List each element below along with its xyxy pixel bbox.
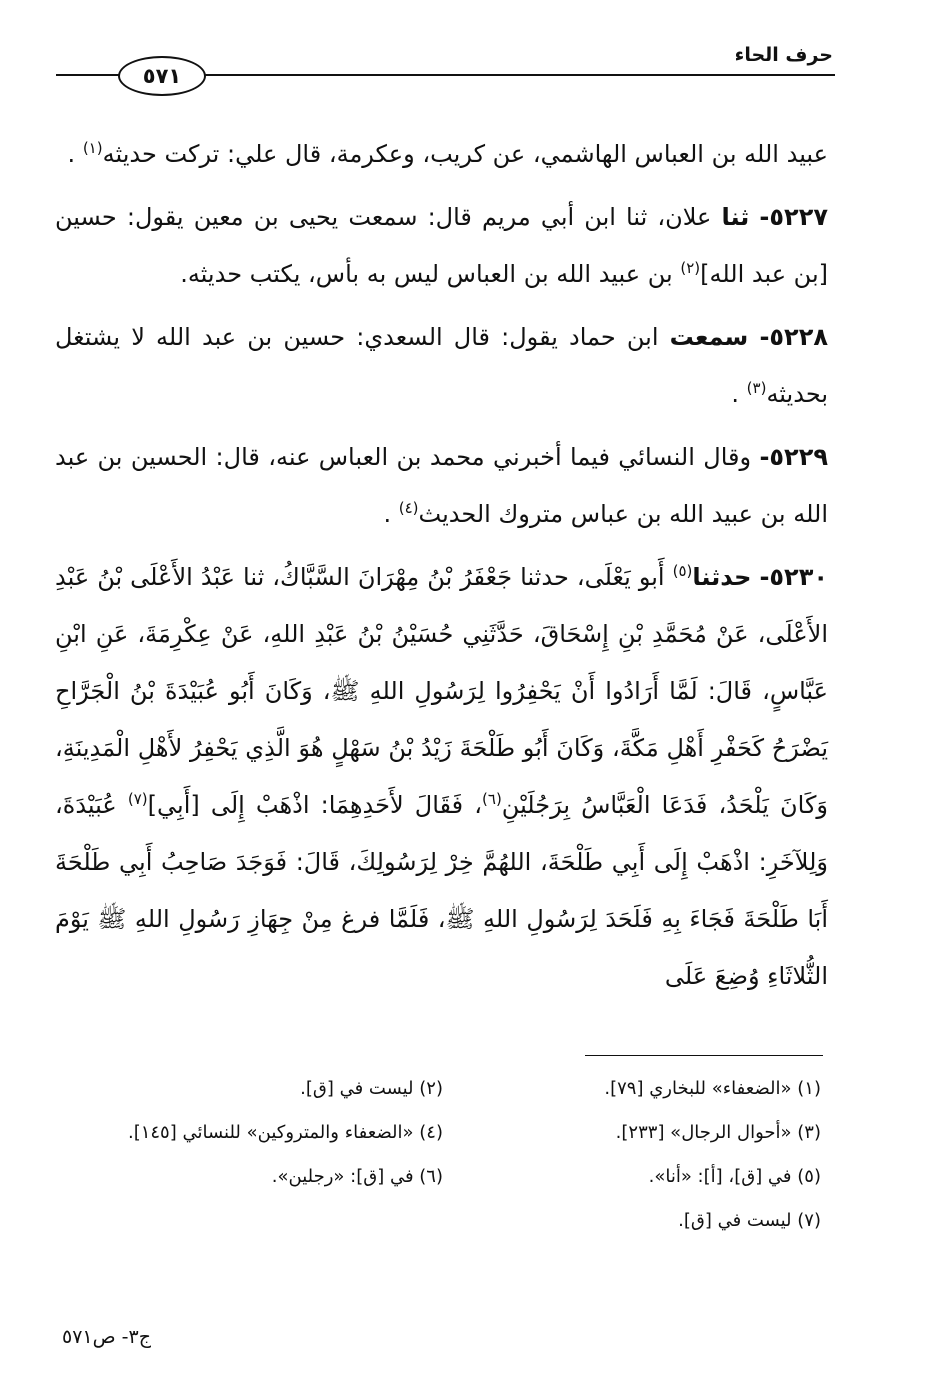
entry-5228: [55, 309, 828, 423]
paragraph-continuation: [55, 126, 828, 183]
footnote-ref: (١): [82, 139, 103, 157]
entry-5227: [55, 189, 828, 303]
entry-keyword: ثنا: [721, 203, 750, 231]
paragraph-text: عبيد الله بن العباس الهاشمي، عن كريب، وعكرمة، قال علي: تركت حديثه: [102, 140, 828, 168]
paragraph-end: .: [383, 500, 392, 528]
footnote-7: (٧) ليست في [ق].: [678, 1210, 821, 1231]
entry-text: بن عبيد الله بن العباس ليس به بأس، يكتب حديثه.: [180, 260, 673, 288]
footnote-ref: (٣): [746, 379, 767, 397]
footnote-4: (٤) «الضعفاء والمتروكين» للنسائي [١٤٥].: [127, 1122, 443, 1143]
page-number-oval: [118, 56, 206, 96]
footnote-ref: (٦): [482, 790, 502, 808]
chapter-heading: حرف الحاء: [734, 44, 833, 66]
paragraph-end: .: [731, 380, 740, 408]
footnote-separator: [585, 1055, 823, 1056]
entry-keyword: سمعت: [669, 323, 749, 351]
entry-5230: [55, 549, 828, 1005]
footnote-ref: (٥): [672, 562, 693, 580]
entry-text: أَبو يَعْلَى، حدثنا جَعْفَرُ بْنُ مِهْرَانَ السَّبَّاكُ، ثنا عَبْدُ الأَعْلَى بْنُ عَبْدِ الأَعْلَى، عَنْ مُحَمَّدِ بْنِ إِسْحَاقَ، حَدَّثَنِي حُسَيْنُ بْنُ عَبْدِ اللهِ، عَنْ عِكْرِمَةَ، عَنِ ابْنِ عَبَّاسٍ، قَالَ: لَمَّا أَرَادُوا أَنْ يَحْفِرُوا لِرَسُولِ اللهِ ﷺ، وَكَانَ أَبُو عُبَيْدَةَ بْنُ الْجَرَّاحِ يَضْرَحُ كَحَفْرِ أَهْلِ مَكَّةَ، وَكَانَ أَبُو طَلْحَةَ زَيْدُ بْنُ سَهْلٍ هُوَ الَّذِي يَحْفِرُ لأَهْلِ الْمَدِينَةِ، وَكَانَ يَلْحَدُ، فَدَعَا الْعَبَّاسُ بِرَجُلَيْنِ: [55, 563, 828, 819]
footnote-ref: (٧): [127, 790, 148, 808]
entry-text: ابن حماد يقول: قال السعدي: حسين بن عبد الله لا يشتغل بحديثه: [55, 323, 828, 408]
footnote-5: (٥) في [ق]، [أ]: «أنا».: [648, 1166, 821, 1187]
main-text: [55, 126, 828, 1005]
entry-text: علان، ثنا ابن أبي مريم قال: سمعت يحيى بن معين يقول: حسين [بن عبد الله]: [55, 203, 828, 288]
entry-keyword: حدثنا: [692, 563, 752, 591]
entry-5229: [55, 429, 828, 543]
entry-text: وقال النسائي فيما أخبرني محمد بن العباس عنه، قال: الحسين بن عبد الله بن عبيد الله بن عباس متروك الحديث: [55, 443, 828, 528]
volume-page-reference: ج٣- ص٥٧١: [62, 1326, 151, 1348]
entry-number: ٥٢٢٧-: [759, 203, 828, 231]
entry-number: ٥٢٢٨-: [759, 323, 828, 351]
footnote-1: (١) «الضعفاء» للبخاري [٧٩].: [604, 1078, 821, 1099]
footnote-6: (٦) في [ق]: «رجلين».: [271, 1166, 443, 1187]
entry-text: عُبَيْدَةَ، وَلِلآخَرِ: اذْهَبْ إِلَى أَبِي طَلْحَةَ، اللهُمَّ خِرْ لِرَسُولِكَ، قَالَ: فَوَجَدَ صَاحِبُ أَبِي طَلْحَةَ أَبَا طَلْحَةَ فَجَاءَ بِهِ فَلَحَدَ لِرَسُولِ اللهِ ﷺ، فَلَمَّا فرغ مِنْ جِهَازِ رَسُولِ اللهِ ﷺ يَوْمَ الثُّلاثَاءِ وُضِعَ عَلَى: [55, 791, 828, 990]
footnote-ref: (٤): [398, 499, 419, 517]
entry-text: ، فَقَالَ لأَحَدِهِمَا: اذْهَبْ إِلَى [أَبِي]: [147, 791, 483, 819]
footnote-ref: (٢): [680, 259, 701, 277]
page-number: ٥٧١: [142, 64, 182, 88]
paragraph-end: .: [67, 140, 76, 168]
footnote-3: (٣) «أحوال الرجال» [٢٣٣].: [615, 1122, 821, 1143]
entry-number: ٥٢٢٩-: [759, 443, 828, 471]
entry-number: ٥٢٣٠-: [759, 563, 828, 591]
footnote-2: (٢) ليست في [ق].: [300, 1078, 443, 1099]
